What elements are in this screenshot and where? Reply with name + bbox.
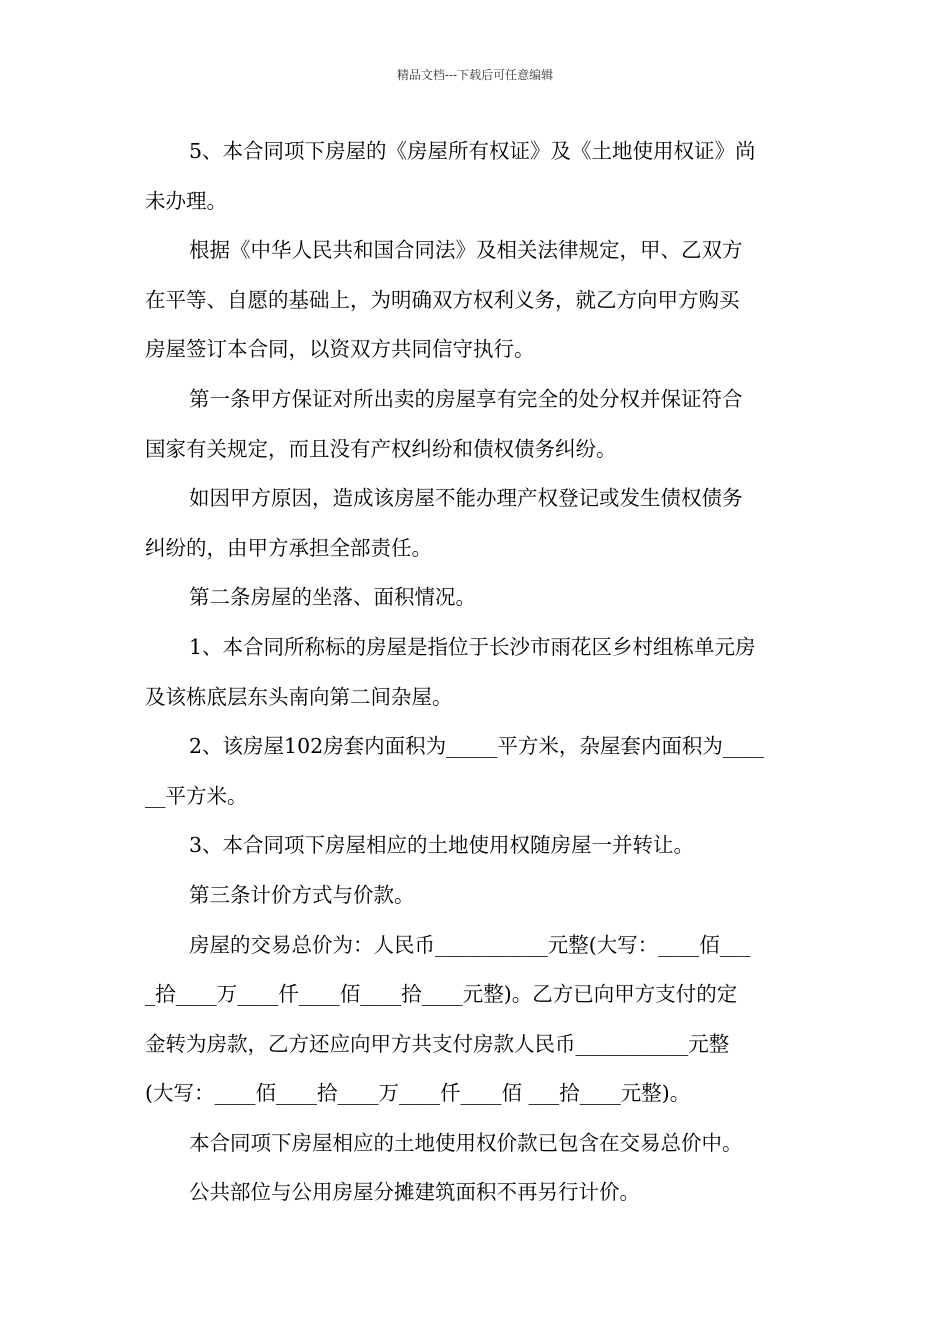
text-line: 如因甲方原因，造成该房屋不能办理产权登记或发生债权债务 bbox=[189, 486, 743, 511]
text-line: __平方米。 bbox=[145, 783, 248, 808]
text-line: (大写：____佰____拾____万____仟____佰 ___拾____元整)。 bbox=[145, 1081, 691, 1106]
text-line: 第一条甲方保证对所出卖的房屋享有完全的处分权并保证符合 bbox=[189, 386, 743, 411]
text-line: 3、本合同项下房屋相应的土地使用权随房屋一并转让。 bbox=[189, 833, 695, 858]
page-header: 精品文档---下载后可任意编辑 bbox=[396, 68, 554, 82]
text-line: 金转为房款，乙方还应向甲方共支付房款人民币___________元整 bbox=[145, 1031, 730, 1056]
text-line: _拾____万____仟____佰____拾____元整)。乙方已向甲方支付的定 bbox=[145, 982, 738, 1007]
text-line: 第二条房屋的坐落、面积情况。 bbox=[189, 585, 476, 610]
text-line: 根据《中华人民共和国合同法》及相关法律规定，甲、乙双方 bbox=[189, 238, 743, 263]
text-line: 在平等、自愿的基础上，为明确双方权利义务，就乙方向甲方购买 bbox=[145, 287, 740, 312]
text-line: 第三条计价方式与价款。 bbox=[189, 882, 415, 907]
text-line: 公共部位与公用房屋分摊建筑面积不再另行计价。 bbox=[189, 1180, 640, 1205]
text-line: 房屋签订本合同，以资双方共同信守执行。 bbox=[145, 337, 535, 362]
text-line: 国家有关规定，而且没有产权纠纷和债权债务纠纷。 bbox=[145, 436, 617, 461]
text-line: 未办理。 bbox=[145, 188, 227, 213]
text-line: 及该栋底层东头南向第二间杂屋。 bbox=[145, 684, 453, 709]
text-line: 2、该房屋102房套内面积为_____平方米，杂屋套内面积为____ bbox=[189, 734, 764, 759]
text-line: 5、本合同项下房屋的《房屋所有权证》及《土地使用权证》尚 bbox=[189, 139, 756, 163]
text-line: 房屋的交易总价为：人民币___________元整(大写：____佰___ bbox=[189, 932, 751, 957]
text-line: 1、本合同所称标的房屋是指位于长沙市雨花区乡村组栋单元房 bbox=[189, 634, 756, 659]
text-line: 本合同项下房屋相应的土地使用权价款已包含在交易总价中。 bbox=[189, 1130, 743, 1155]
document-body bbox=[145, 127, 808, 1218]
text-line: 纠纷的，由甲方承担全部责任。 bbox=[145, 535, 432, 560]
